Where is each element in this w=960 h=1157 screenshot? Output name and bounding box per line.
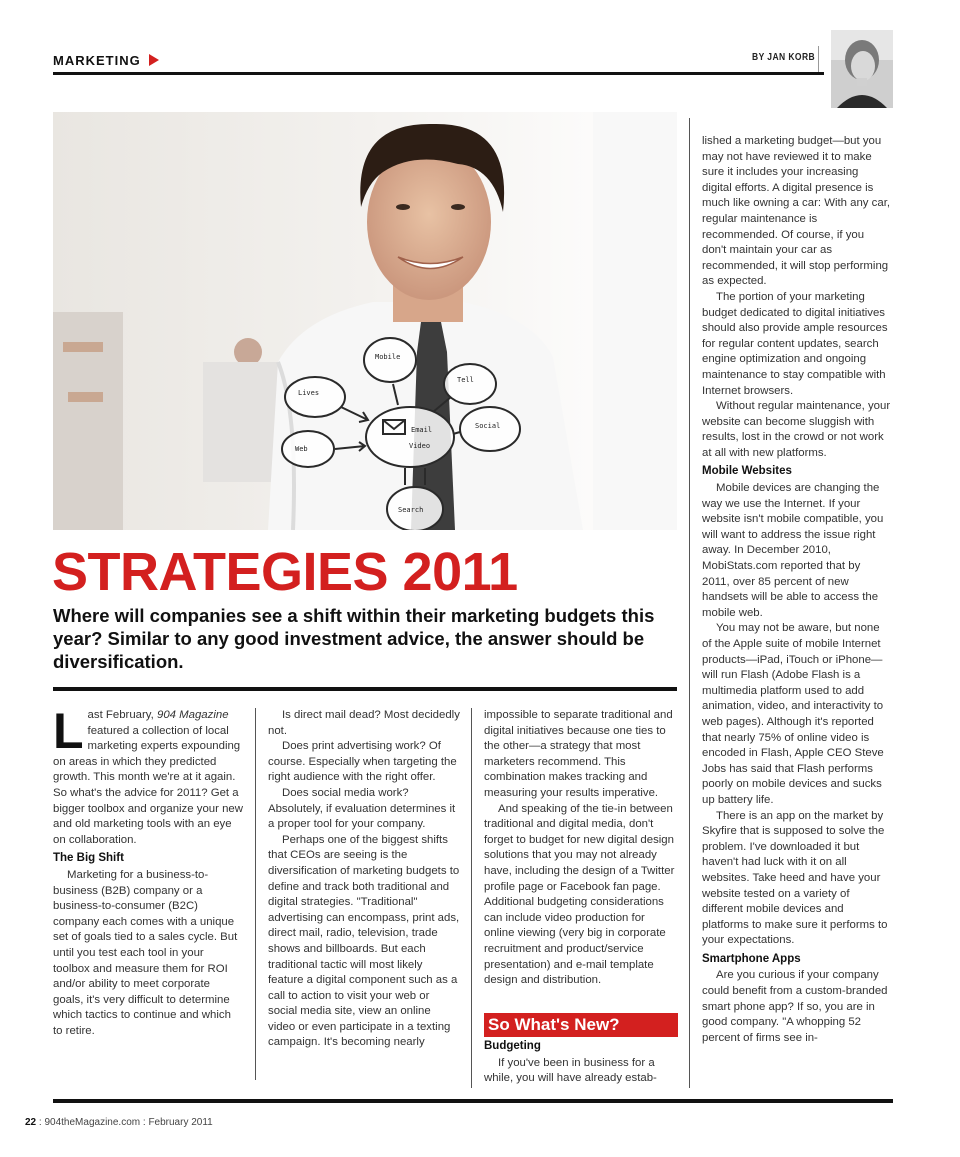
hero-image (53, 112, 677, 530)
diagram-label: Tell (457, 376, 474, 384)
footer: 22 : 904theMagazine.com : February 2011 (25, 1117, 213, 1128)
column-3 (484, 708, 675, 989)
headline: STRATEGIES 2011 (52, 542, 518, 602)
paragraph: Mobile devices are changing the way we use the Internet. If your website isn't mobile compatible, you will want to address the issue right away. In December 2010, MobiStats.com reported that by 2011, over 85 percent of new handsets will be able to access the mobile web. (702, 482, 884, 619)
diagram-label: Email (411, 426, 433, 434)
drop-cap: L (53, 703, 84, 759)
diagram-label: Web (295, 445, 308, 453)
author-photo (831, 30, 893, 108)
paragraph: If you've been in business for a while, you will have already estab- (484, 1056, 657, 1085)
footer-site: 904theMagazine.com (44, 1117, 141, 1128)
column-4 (702, 134, 891, 1046)
deck: Where will companies see a shift within their marketing budgets this year? Similar to any good investment advice, the answer should be diversification. (53, 605, 655, 672)
paragraph: Marketing for a business-to-business (B2B) company or a business-to-consumer (B2C) company each comes with a unique set of goals tied to a sales cycle. But until you test each tool in your toolbox and measure them for ROI and/or ability to meet corporate goals, it's very difficult to determine which tactics to continue and which to retire. (53, 868, 238, 1037)
footer-issue: February 2011 (148, 1117, 213, 1128)
whats-new-box: So What's New? (484, 1013, 678, 1037)
paragraph: Is direct mail dead? Most decidedly not. (268, 709, 460, 737)
paragraph: There is an app on the market by Skyfire that is supposed to solve the problem. I've downloaded it but haven't had luck with it on all websites. Take heed and have your website tested on a variety of different mobile devices and platforms to make sure it performs to your expectations. (702, 809, 888, 947)
paragraph: You may not be aware, but none of the Apple suite of mobile Internet products—iPad, iTouch or iPhone—will run Flash (Adobe Flash is a multimedia platform used to add animation, video, and interactivity to web pages). Although it's reported that nearly 75% of online video is encoded in Flash, Apple CEO Steve Jobs has said that Flash performs poorly on mobile devices and sucks up battery life. (702, 622, 884, 806)
section-label: MARKETING (53, 53, 141, 68)
subhead-smartphone-apps: Smartphone Apps (702, 952, 801, 965)
bottom-rule (53, 1099, 893, 1103)
intro-paragraph: Last February, 904 Magazine featured a collection of local marketing experts expounding on areas in which they predicted growth. This month we're at it again. So what's the advice for 2011? Get a bigger toolbox and organize your new and old marketing tools with an eye on collaboration. (53, 703, 243, 846)
column-1 (53, 703, 243, 1039)
byline: BY JAN KORB (752, 52, 816, 63)
byline-divider (818, 46, 819, 72)
paragraph: The portion of your marketing budget dedicated to digital initiatives should also provide ample resources for regular content updates, search engine optimization and ongoing maintenance to stay compatible with Internet browsers. (702, 290, 888, 397)
paragraph: Perhaps one of the biggest shifts that CEOs are seeing is the diversification of marketing budgets to define and track both traditional and digital strategies. "Traditional" advertising can encompass, print ads, direct mail, radio, television, trade shows and billboards. But each traditional tactic will most likely feature a digital component such as a call to action to visit your web or social media site, view an online video or even participate in a texting campaign. It's becoming nearly (268, 833, 460, 1049)
diagram-label: Social (475, 422, 501, 430)
diagram-label: Video (409, 442, 431, 450)
diagram-label: Search (398, 506, 424, 514)
diagram-label: Mobile (375, 353, 401, 361)
column-2 (268, 708, 460, 1051)
section-arrow-icon (149, 54, 159, 66)
column-3-continued (484, 1038, 675, 1087)
paragraph: Does print advertising work? Of course. Especially when targeting the right audience with the right offer. (268, 740, 457, 784)
paragraph: And speaking of the tie-in between traditional and digital media, don't forget to budget for new digital design solutions that you may not already have, including the design of a Twitter profile page or Facebook fan page. Additional budgeting considerations can include video production for online viewing (very big in corporate recruitment and product/service presentation) and e-mail template design and distribution. (484, 802, 675, 987)
paragraph: lished a marketing budget—but you may not have reviewed it to make sure it includes your increasing digital efforts. A digital presence is much like owning a car: With any car, regular maintenance is recommended. Of course, if you don't maintain your car as recommended, it will stop performing as expected. (702, 135, 891, 288)
subhead-big-shift: The Big Shift (53, 852, 124, 865)
paragraph: Without regular maintenance, your website can become sluggish with results, lost in the crowd or not work at all with new platforms. (702, 400, 891, 459)
paragraph: Does social media work? Absolutely, if evaluation determines it a proper tool for your company. (268, 786, 456, 831)
paragraph: impossible to separate traditional and digital initiatives because one ties to the other—a strategy that most marketers recommend. This combination makes tracking and measuring your results imperative. (484, 709, 673, 799)
subhead-budgeting: Budgeting (484, 1040, 541, 1052)
column-rule (689, 118, 690, 1088)
page-number: 22 (25, 1117, 37, 1128)
column-rule (471, 708, 472, 1088)
mid-rule (53, 687, 677, 691)
diagram-label: Lives (298, 389, 320, 397)
subhead-mobile-websites: Mobile Websites (702, 465, 792, 478)
column-rule (255, 708, 256, 1080)
paragraph: Are you curious if your company could benefit from a custom-branded smart phone app? If so, you are in good company. "A whopping 52 percent of firms see in- (702, 969, 888, 1044)
top-rule (53, 72, 824, 75)
